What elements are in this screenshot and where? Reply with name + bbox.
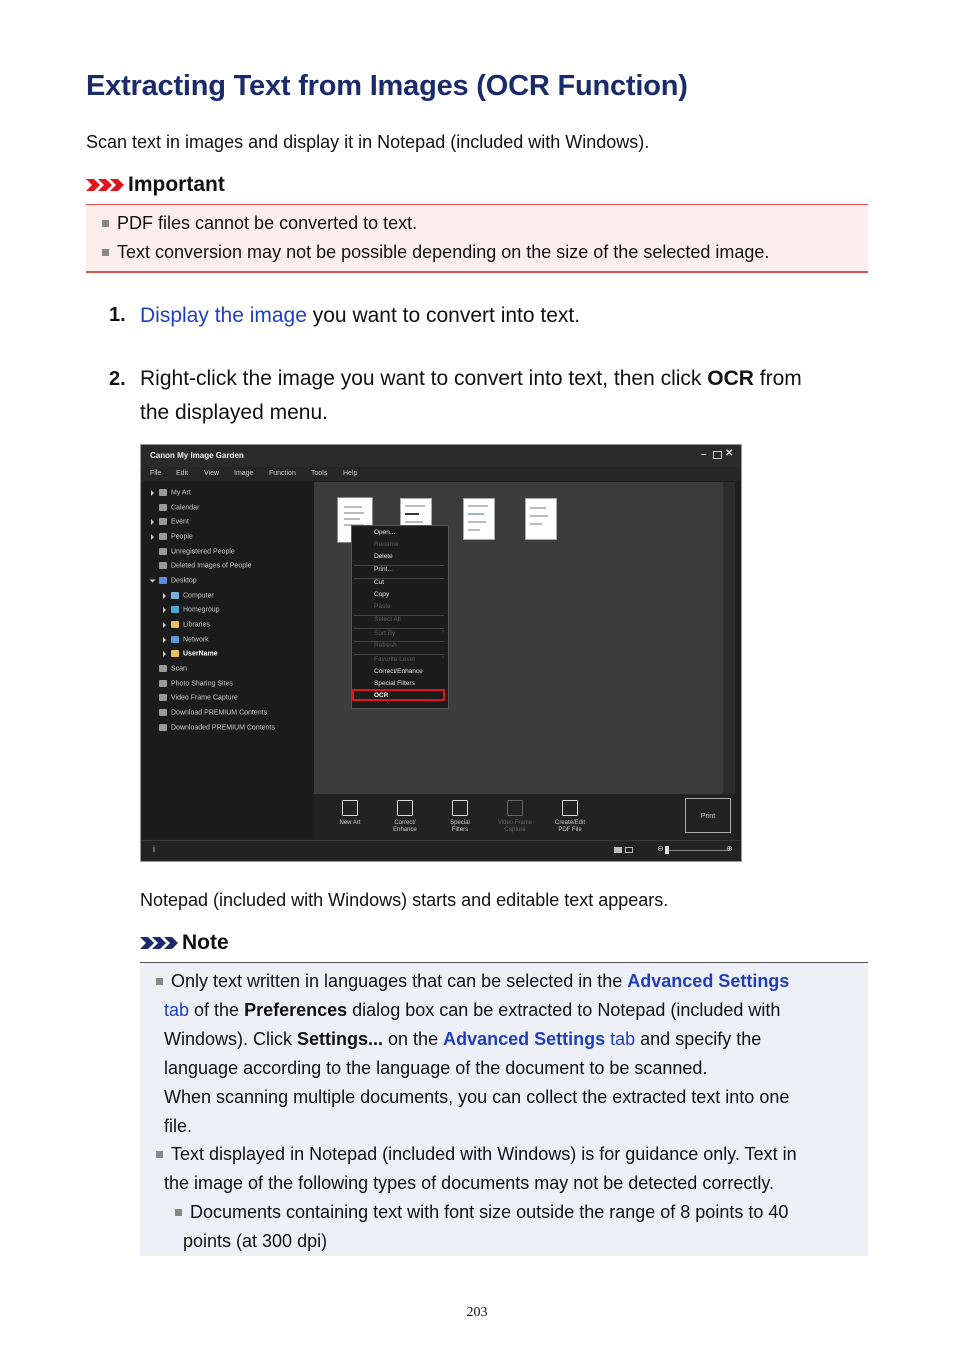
bullet-icon (156, 978, 163, 985)
tree-item[interactable]: Computer (163, 592, 214, 599)
step-1: Display the image you want to convert into text. (140, 304, 581, 327)
download-icon (159, 709, 167, 716)
create-edit-pdf-button[interactable]: Create/Edit PDF File (550, 800, 590, 834)
menu-file[interactable]: File (150, 470, 162, 477)
ctx-cut[interactable]: Cut (374, 579, 385, 586)
homegroup-icon (171, 606, 179, 613)
tree-item[interactable]: Calendar (159, 504, 199, 511)
person-outline-icon (159, 562, 167, 569)
tree-item[interactable]: Event (151, 518, 189, 525)
after-screenshot-text: Notepad (included with Windows) starts and editable text appears. (140, 890, 669, 910)
person-icon (159, 548, 167, 555)
tree-item[interactable]: Photo Sharing Sites (159, 680, 233, 687)
ctx-rename: Rename (374, 541, 399, 548)
note-chevron-icon (140, 935, 178, 951)
bullet-icon (175, 1209, 182, 1216)
step-number: 1. (109, 304, 126, 326)
advanced-settings-link[interactable]: Advanced Settings (627, 971, 790, 991)
menu-edit[interactable]: Edit (176, 470, 189, 477)
note-item-1: Only text written in languages that can be selected in the Advanced Settings tab of the Preferences dialog box can be extracted to Notepad (included with Windows). Click Settings... on the Advanced Settings tab and specify the language according to the language of the document to be scanned. When scanning multiple documents, you can collect the extracted text into one file. (156, 967, 856, 1141)
view-mode-alt-icon[interactable] (625, 847, 633, 853)
submenu-arrow-icon: › (442, 655, 444, 661)
menu-tools[interactable]: Tools (311, 470, 328, 477)
tree-item[interactable]: Desktop (151, 577, 197, 584)
content-scrollbar[interactable] (723, 482, 735, 794)
collapse-icon (150, 579, 156, 582)
expand-icon (163, 593, 166, 599)
ctx-ocr[interactable]: OCR (374, 692, 389, 699)
tree-item[interactable]: Scan (159, 665, 187, 672)
ctx-delete[interactable]: Delete (374, 553, 393, 560)
my-art-icon (159, 489, 167, 496)
video-frame-icon (159, 694, 167, 701)
video-frame-icon (507, 800, 523, 816)
folder-tree (144, 482, 312, 838)
image-thumbnail[interactable] (463, 498, 495, 540)
tab-link[interactable]: tab (605, 1029, 636, 1049)
people-icon (159, 533, 167, 540)
expand-icon (163, 651, 166, 657)
special-filters-button[interactable]: Special Filters (440, 800, 480, 834)
video-frame-capture-button: Video Frame Capture (495, 800, 535, 834)
important-item: PDF files cannot be converted to text. (102, 209, 417, 238)
ctx-special-filters[interactable]: Special Filters (374, 680, 415, 687)
tree-item[interactable]: Homegroup (163, 606, 220, 613)
app-menubar (141, 467, 741, 481)
important-heading (86, 173, 225, 197)
important-chevron-icon (86, 177, 124, 193)
expand-icon (151, 534, 154, 540)
tree-item[interactable]: Network (163, 636, 209, 643)
menu-view[interactable]: View (204, 470, 220, 477)
tree-item[interactable]: Downloaded PREMIUM Contents (159, 724, 275, 731)
ctx-open[interactable]: Open... (374, 529, 396, 536)
page-number: 203 (466, 1305, 488, 1320)
tree-item[interactable]: Video Frame Capture (159, 694, 238, 701)
zoom-out-icon[interactable]: ⊖ (657, 844, 664, 853)
app-screenshot (140, 444, 742, 862)
tree-item[interactable]: Libraries (163, 621, 210, 628)
ocr-highlight (352, 689, 445, 701)
ctx-correct-enhance[interactable]: Correct/Enhance (374, 668, 423, 675)
ctx-paste: Paste (374, 603, 391, 610)
network-icon (171, 636, 179, 643)
info-icon[interactable]: i (153, 844, 155, 854)
correct-enhance-button[interactable]: Correct/ Enhance (385, 800, 425, 834)
step-2: Right-click the image you want to convert into text, then click OCR from the displayed menu. (140, 367, 802, 424)
bullet-icon (156, 1151, 163, 1158)
advanced-settings-link[interactable]: Advanced Settings (443, 1029, 606, 1049)
note-item-2: Text displayed in Notepad (included with Windows) is for guidance only. Text in the image of the following types of documents may not be detected correctly. (156, 1140, 856, 1198)
scan-icon (159, 665, 167, 672)
menu-image[interactable]: Image (234, 470, 254, 477)
special-filters-icon (452, 800, 468, 816)
new-art-button[interactable]: New Art (330, 800, 370, 827)
ctx-sort-by: Sort By (374, 630, 396, 637)
pdf-icon (562, 800, 578, 816)
close-icon[interactable]: ✕ (725, 448, 734, 459)
note-heading (140, 931, 229, 955)
app-title: Canon My Image Garden (150, 451, 244, 460)
tree-item[interactable]: My Art (151, 489, 191, 496)
photo-sharing-icon (159, 680, 167, 687)
zoom-slider-handle[interactable] (665, 846, 669, 854)
page-title: Extracting Text from Images (OCR Function) (86, 70, 688, 102)
print-button[interactable]: Print (685, 798, 731, 833)
libraries-icon (171, 621, 179, 628)
expand-icon (151, 519, 154, 525)
event-icon (159, 518, 167, 525)
important-label: Important (128, 173, 225, 196)
ctx-refresh: Refresh (374, 642, 397, 649)
important-box (86, 204, 868, 273)
menu-function[interactable]: Function (269, 470, 296, 477)
menu-help[interactable]: Help (343, 470, 358, 477)
expand-icon (163, 607, 166, 613)
important-item: Text conversion may not be possible depending on the size of the selected image. (102, 238, 769, 267)
status-bar (141, 840, 741, 862)
context-menu (351, 525, 449, 709)
note-label: Note (182, 931, 229, 954)
display-image-link[interactable]: Display the image (140, 304, 307, 327)
tree-item[interactable]: Deleted Images of People (159, 562, 252, 569)
tree-item[interactable]: UserName (163, 650, 218, 657)
calendar-icon (159, 504, 167, 511)
view-mode-icon[interactable] (614, 847, 622, 853)
correct-enhance-icon (397, 800, 413, 816)
expand-icon (151, 490, 154, 496)
submenu-arrow-icon: › (442, 629, 444, 635)
note-box (140, 962, 868, 1256)
minimize-icon[interactable]: – (701, 449, 707, 460)
note-subitem-1: Documents containing text with font size outside the range of 8 points to 40 points (at 300 dpi) (175, 1198, 865, 1256)
bottom-toolbar (314, 794, 734, 840)
bullet-icon (102, 220, 109, 227)
image-thumbnail[interactable] (525, 498, 557, 540)
bullet-icon (102, 249, 109, 256)
step-number: 2. (109, 368, 126, 390)
tree-item[interactable]: Download PREMIUM Contents (159, 709, 267, 716)
new-art-icon (342, 800, 358, 816)
tab-link[interactable]: tab (164, 1000, 190, 1020)
expand-icon (163, 622, 166, 628)
folder-icon (159, 724, 167, 731)
app-titlebar (141, 445, 741, 467)
ctx-favorite-level: Favorite Level (374, 656, 415, 663)
tree-item[interactable]: People (151, 533, 193, 540)
intro-text: Scan text in images and display it in Notepad (included with Windows). (86, 132, 650, 152)
desktop-icon (159, 577, 167, 584)
tree-item[interactable]: Unregistered People (159, 548, 235, 555)
ctx-print[interactable]: Print... (374, 566, 393, 573)
expand-icon (163, 637, 166, 643)
maximize-icon[interactable] (713, 451, 722, 459)
ctx-copy[interactable]: Copy (374, 591, 390, 598)
zoom-in-icon[interactable]: ⊕ (726, 844, 733, 853)
zoom-slider[interactable] (667, 850, 729, 851)
computer-icon (171, 592, 179, 599)
user-folder-icon (171, 650, 179, 657)
ctx-select-all: Select All (374, 616, 401, 623)
